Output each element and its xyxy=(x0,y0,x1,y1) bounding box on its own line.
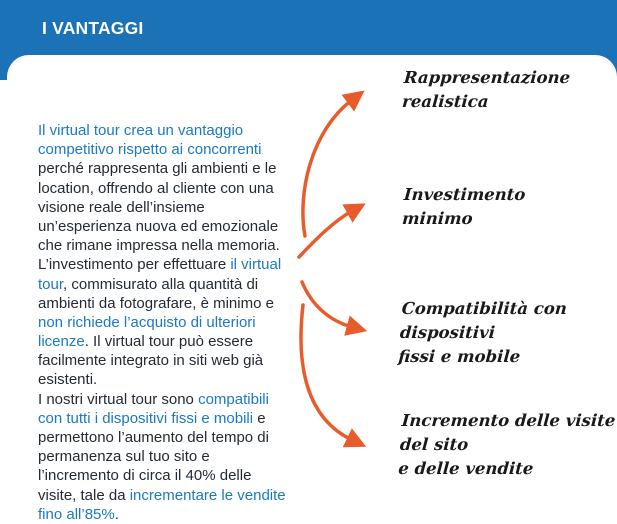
plain-text: perché rappresenta gli ambienti e le xyxy=(38,160,277,178)
plain-text: . Il virtual tour può essere xyxy=(84,333,254,351)
highlighted-text: incrementare le vendite xyxy=(129,486,286,504)
plain-text: permanenza sul tuo sito e xyxy=(38,448,210,466)
plain-text: e xyxy=(253,409,266,427)
highlighted-text: fino all’85% xyxy=(38,505,115,523)
highlighted-text: tour xyxy=(38,275,64,293)
plain-text: L’investimento per effettuare xyxy=(38,256,231,274)
benefit-label-compatibilita xyxy=(397,297,617,369)
plain-text: che rimane impressa nella memoria. xyxy=(38,237,280,255)
highlighted-text: licenze xyxy=(38,333,85,351)
benefit-line: Incremento delle visite del sito xyxy=(399,411,617,454)
plain-text: location, offrendo al cliente con una xyxy=(38,179,274,197)
highlighted-text: competitivo rispetto ai concorrenti xyxy=(38,141,262,159)
highlighted-text: compatibili xyxy=(198,390,269,408)
benefit-line: Rappresentazione xyxy=(403,68,571,87)
plain-text: un’esperienza nuova ed emozionale xyxy=(38,217,279,235)
highlighted-text: non richiede l’acquisto di ulteriori xyxy=(38,313,256,331)
plain-text: , commisurato alla quantità di xyxy=(63,275,259,293)
benefit-line: Compatibilità con dispositivi xyxy=(399,299,568,342)
plain-text: permettono l’aumento del tempo di xyxy=(38,429,269,446)
plain-text: I nostri virtual tour sono xyxy=(38,390,199,408)
benefit-line: minimo xyxy=(401,209,474,228)
body-text xyxy=(38,121,286,524)
benefit-label-investimento xyxy=(401,183,526,231)
highlighted-text: con tutti i dispositivi fissi e mobili xyxy=(38,409,254,427)
plain-text: esistenti. xyxy=(38,371,98,389)
plain-text: visite, tale da xyxy=(38,486,130,504)
benefit-line: Investimento xyxy=(403,185,527,204)
benefit-label-incremento xyxy=(397,409,617,481)
highlighted-text: Il virtual tour crea un vantaggio xyxy=(38,122,244,139)
benefit-line: realistica xyxy=(401,92,490,111)
plain-text: ambienti da fotografare, è minimo e xyxy=(38,294,274,312)
highlighted-text: il virtual xyxy=(230,256,282,274)
benefit-label-rappresentazione xyxy=(401,66,571,114)
benefit-line: e delle vendite xyxy=(397,459,535,478)
page-title: I VANTAGGI xyxy=(42,18,144,38)
benefit-line: fissi e mobile xyxy=(397,347,521,366)
plain-text: visione reale dell’insieme xyxy=(38,198,205,216)
plain-text: . xyxy=(114,505,119,523)
plain-text: facilmente integrato in siti web già xyxy=(38,352,264,370)
plain-text: l’incremento di circa il 40% delle xyxy=(38,467,252,485)
